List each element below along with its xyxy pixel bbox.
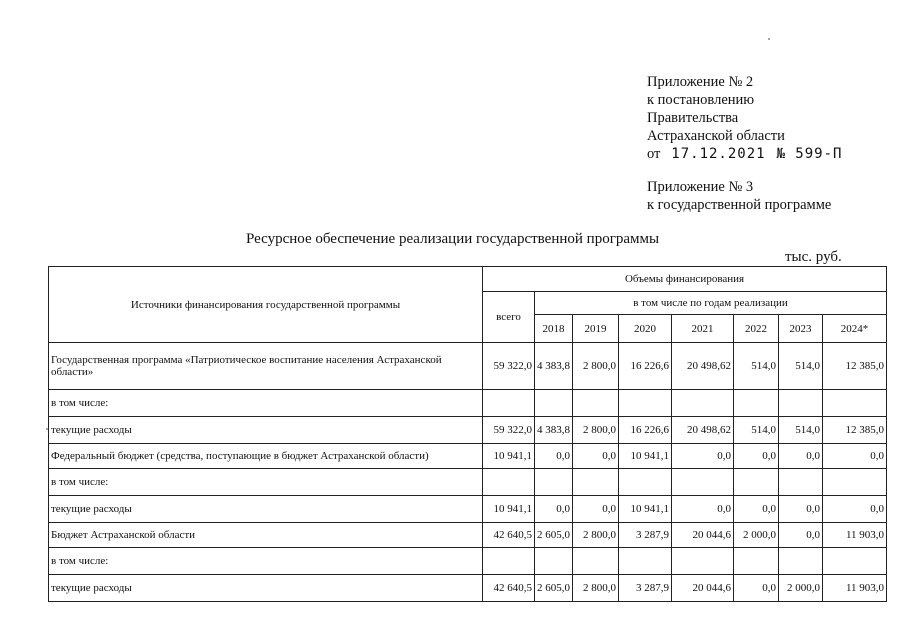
header-source: Источники финансирования государственной программы bbox=[49, 267, 483, 343]
cell-year-value: 2 605,0 bbox=[535, 523, 573, 548]
cell-year-value: 2 000,0 bbox=[734, 523, 779, 548]
row-label: текущие расходы bbox=[49, 575, 483, 602]
cell-year-value bbox=[823, 469, 887, 496]
cell-year-value: 514,0 bbox=[779, 417, 823, 444]
cell-year-value: 2 800,0 bbox=[573, 523, 619, 548]
cell-year-value bbox=[619, 469, 672, 496]
date-value: 17.12.2021 bbox=[671, 146, 766, 162]
cell-year-value bbox=[672, 390, 734, 417]
row-label: Федеральный бюджет (средства, поступающие в бюджет Астраханской области) bbox=[49, 444, 483, 469]
cell-year-value: 4 383,8 bbox=[535, 343, 573, 390]
cell-year-value bbox=[823, 390, 887, 417]
year-header: 2023 bbox=[779, 315, 823, 343]
row-label: в том числе: bbox=[49, 548, 483, 575]
approval-block bbox=[647, 73, 842, 163]
year-header: 2021 bbox=[672, 315, 734, 343]
cell-total: 59 322,0 bbox=[483, 343, 535, 390]
cell-year-value bbox=[779, 548, 823, 575]
cell-year-value: 12 385,0 bbox=[823, 343, 887, 390]
cell-year-value bbox=[573, 390, 619, 417]
approval-line-1: Приложение № 2 bbox=[647, 74, 754, 90]
approval-line-2: к постановлению bbox=[647, 92, 755, 108]
cell-year-value: 514,0 bbox=[734, 417, 779, 444]
cell-year-value: 2 800,0 bbox=[573, 575, 619, 602]
cell-year-value: 0,0 bbox=[734, 496, 779, 523]
year-header: 2019 bbox=[573, 315, 619, 343]
header-volumes: Объемы финансирования bbox=[483, 267, 887, 292]
cell-year-value: 2 800,0 bbox=[573, 343, 619, 390]
header-row-1 bbox=[49, 267, 887, 292]
cell-year-value bbox=[535, 548, 573, 575]
cell-total: 10 941,1 bbox=[483, 496, 535, 523]
appendix-block bbox=[647, 178, 831, 214]
cell-year-value: 514,0 bbox=[779, 343, 823, 390]
cell-year-value: 0,0 bbox=[779, 523, 823, 548]
table-row bbox=[49, 390, 887, 417]
cell-year-value: 20 498,62 bbox=[672, 417, 734, 444]
cell-year-value bbox=[779, 390, 823, 417]
row-label: Государственная программа «Патриотическое воспитание населения Астраханской области» bbox=[49, 343, 483, 390]
table-row bbox=[49, 496, 887, 523]
cell-year-value bbox=[619, 548, 672, 575]
year-header: 2022 bbox=[734, 315, 779, 343]
table-row bbox=[49, 575, 887, 602]
cell-year-value bbox=[734, 548, 779, 575]
cell-total bbox=[483, 548, 535, 575]
cell-total: 42 640,5 bbox=[483, 523, 535, 548]
scan-speck bbox=[46, 428, 48, 430]
cell-year-value: 0,0 bbox=[823, 444, 887, 469]
scan-speck bbox=[768, 38, 770, 40]
cell-year-value: 0,0 bbox=[573, 496, 619, 523]
cell-year-value: 10 941,1 bbox=[619, 444, 672, 469]
year-header: 2020 bbox=[619, 315, 672, 343]
cell-year-value: 0,0 bbox=[535, 444, 573, 469]
cell-year-value bbox=[823, 548, 887, 575]
table-body bbox=[49, 343, 887, 602]
cell-year-value bbox=[573, 469, 619, 496]
table-row bbox=[49, 469, 887, 496]
row-label: текущие расходы bbox=[49, 496, 483, 523]
approval-date-line bbox=[647, 145, 842, 163]
cell-year-value: 16 226,6 bbox=[619, 417, 672, 444]
decree-number: № 599-П bbox=[776, 146, 843, 162]
appendix-line-1: Приложение № 3 bbox=[647, 179, 754, 195]
row-label: в том числе: bbox=[49, 469, 483, 496]
document-title-text: Ресурсное обеспечение реализации государственной программы bbox=[245, 231, 660, 247]
cell-year-value: 0,0 bbox=[779, 444, 823, 469]
cell-year-value: 20 498,62 bbox=[672, 343, 734, 390]
cell-year-value: 11 903,0 bbox=[823, 575, 887, 602]
table-row bbox=[49, 444, 887, 469]
cell-year-value bbox=[734, 390, 779, 417]
cell-year-value: 0,0 bbox=[734, 444, 779, 469]
cell-year-value: 0,0 bbox=[779, 496, 823, 523]
header-total: всего bbox=[483, 292, 535, 343]
cell-year-value bbox=[672, 548, 734, 575]
table-row bbox=[49, 417, 887, 444]
table-row bbox=[49, 548, 887, 575]
cell-year-value: 12 385,0 bbox=[823, 417, 887, 444]
cell-year-value: 2 000,0 bbox=[779, 575, 823, 602]
cell-year-value: 11 903,0 bbox=[823, 523, 887, 548]
document-title bbox=[0, 231, 905, 248]
approval-line-3: Правительства bbox=[647, 110, 739, 126]
cell-year-value bbox=[573, 548, 619, 575]
cell-year-value: 16 226,6 bbox=[619, 343, 672, 390]
cell-year-value bbox=[734, 469, 779, 496]
cell-year-value: 3 287,9 bbox=[619, 575, 672, 602]
cell-year-value: 20 044,6 bbox=[672, 575, 734, 602]
units-label: тыс. руб. bbox=[785, 249, 842, 265]
cell-total bbox=[483, 469, 535, 496]
cell-year-value: 3 287,9 bbox=[619, 523, 672, 548]
cell-year-value: 0,0 bbox=[672, 496, 734, 523]
cell-year-value: 514,0 bbox=[734, 343, 779, 390]
cell-year-value: 2 605,0 bbox=[535, 575, 573, 602]
cell-year-value: 0,0 bbox=[573, 444, 619, 469]
cell-total: 10 941,1 bbox=[483, 444, 535, 469]
year-header: 2024* bbox=[823, 315, 887, 343]
financing-table bbox=[48, 266, 887, 602]
date-prefix: от bbox=[647, 146, 661, 162]
cell-year-value: 0,0 bbox=[734, 575, 779, 602]
cell-year-value: 20 044,6 bbox=[672, 523, 734, 548]
year-header: 2018 bbox=[535, 315, 573, 343]
cell-year-value: 10 941,1 bbox=[619, 496, 672, 523]
cell-year-value: 0,0 bbox=[535, 496, 573, 523]
row-label: в том числе: bbox=[49, 390, 483, 417]
cell-year-value bbox=[672, 469, 734, 496]
cell-year-value bbox=[779, 469, 823, 496]
cell-year-value bbox=[535, 390, 573, 417]
header-by-years: в том числе по годам реализации bbox=[535, 292, 887, 315]
cell-year-value: 0,0 bbox=[823, 496, 887, 523]
cell-year-value bbox=[619, 390, 672, 417]
cell-total: 59 322,0 bbox=[483, 417, 535, 444]
approval-line-4: Астраханской области bbox=[647, 128, 785, 144]
row-label: текущие расходы bbox=[49, 417, 483, 444]
appendix-line-2: к государственной программе bbox=[647, 197, 832, 213]
table-row bbox=[49, 523, 887, 548]
cell-total: 42 640,5 bbox=[483, 575, 535, 602]
cell-year-value: 0,0 bbox=[672, 444, 734, 469]
cell-year-value bbox=[535, 469, 573, 496]
table-row bbox=[49, 343, 887, 390]
row-label: Бюджет Астраханской области bbox=[49, 523, 483, 548]
cell-year-value: 4 383,8 bbox=[535, 417, 573, 444]
cell-total bbox=[483, 390, 535, 417]
cell-year-value: 2 800,0 bbox=[573, 417, 619, 444]
